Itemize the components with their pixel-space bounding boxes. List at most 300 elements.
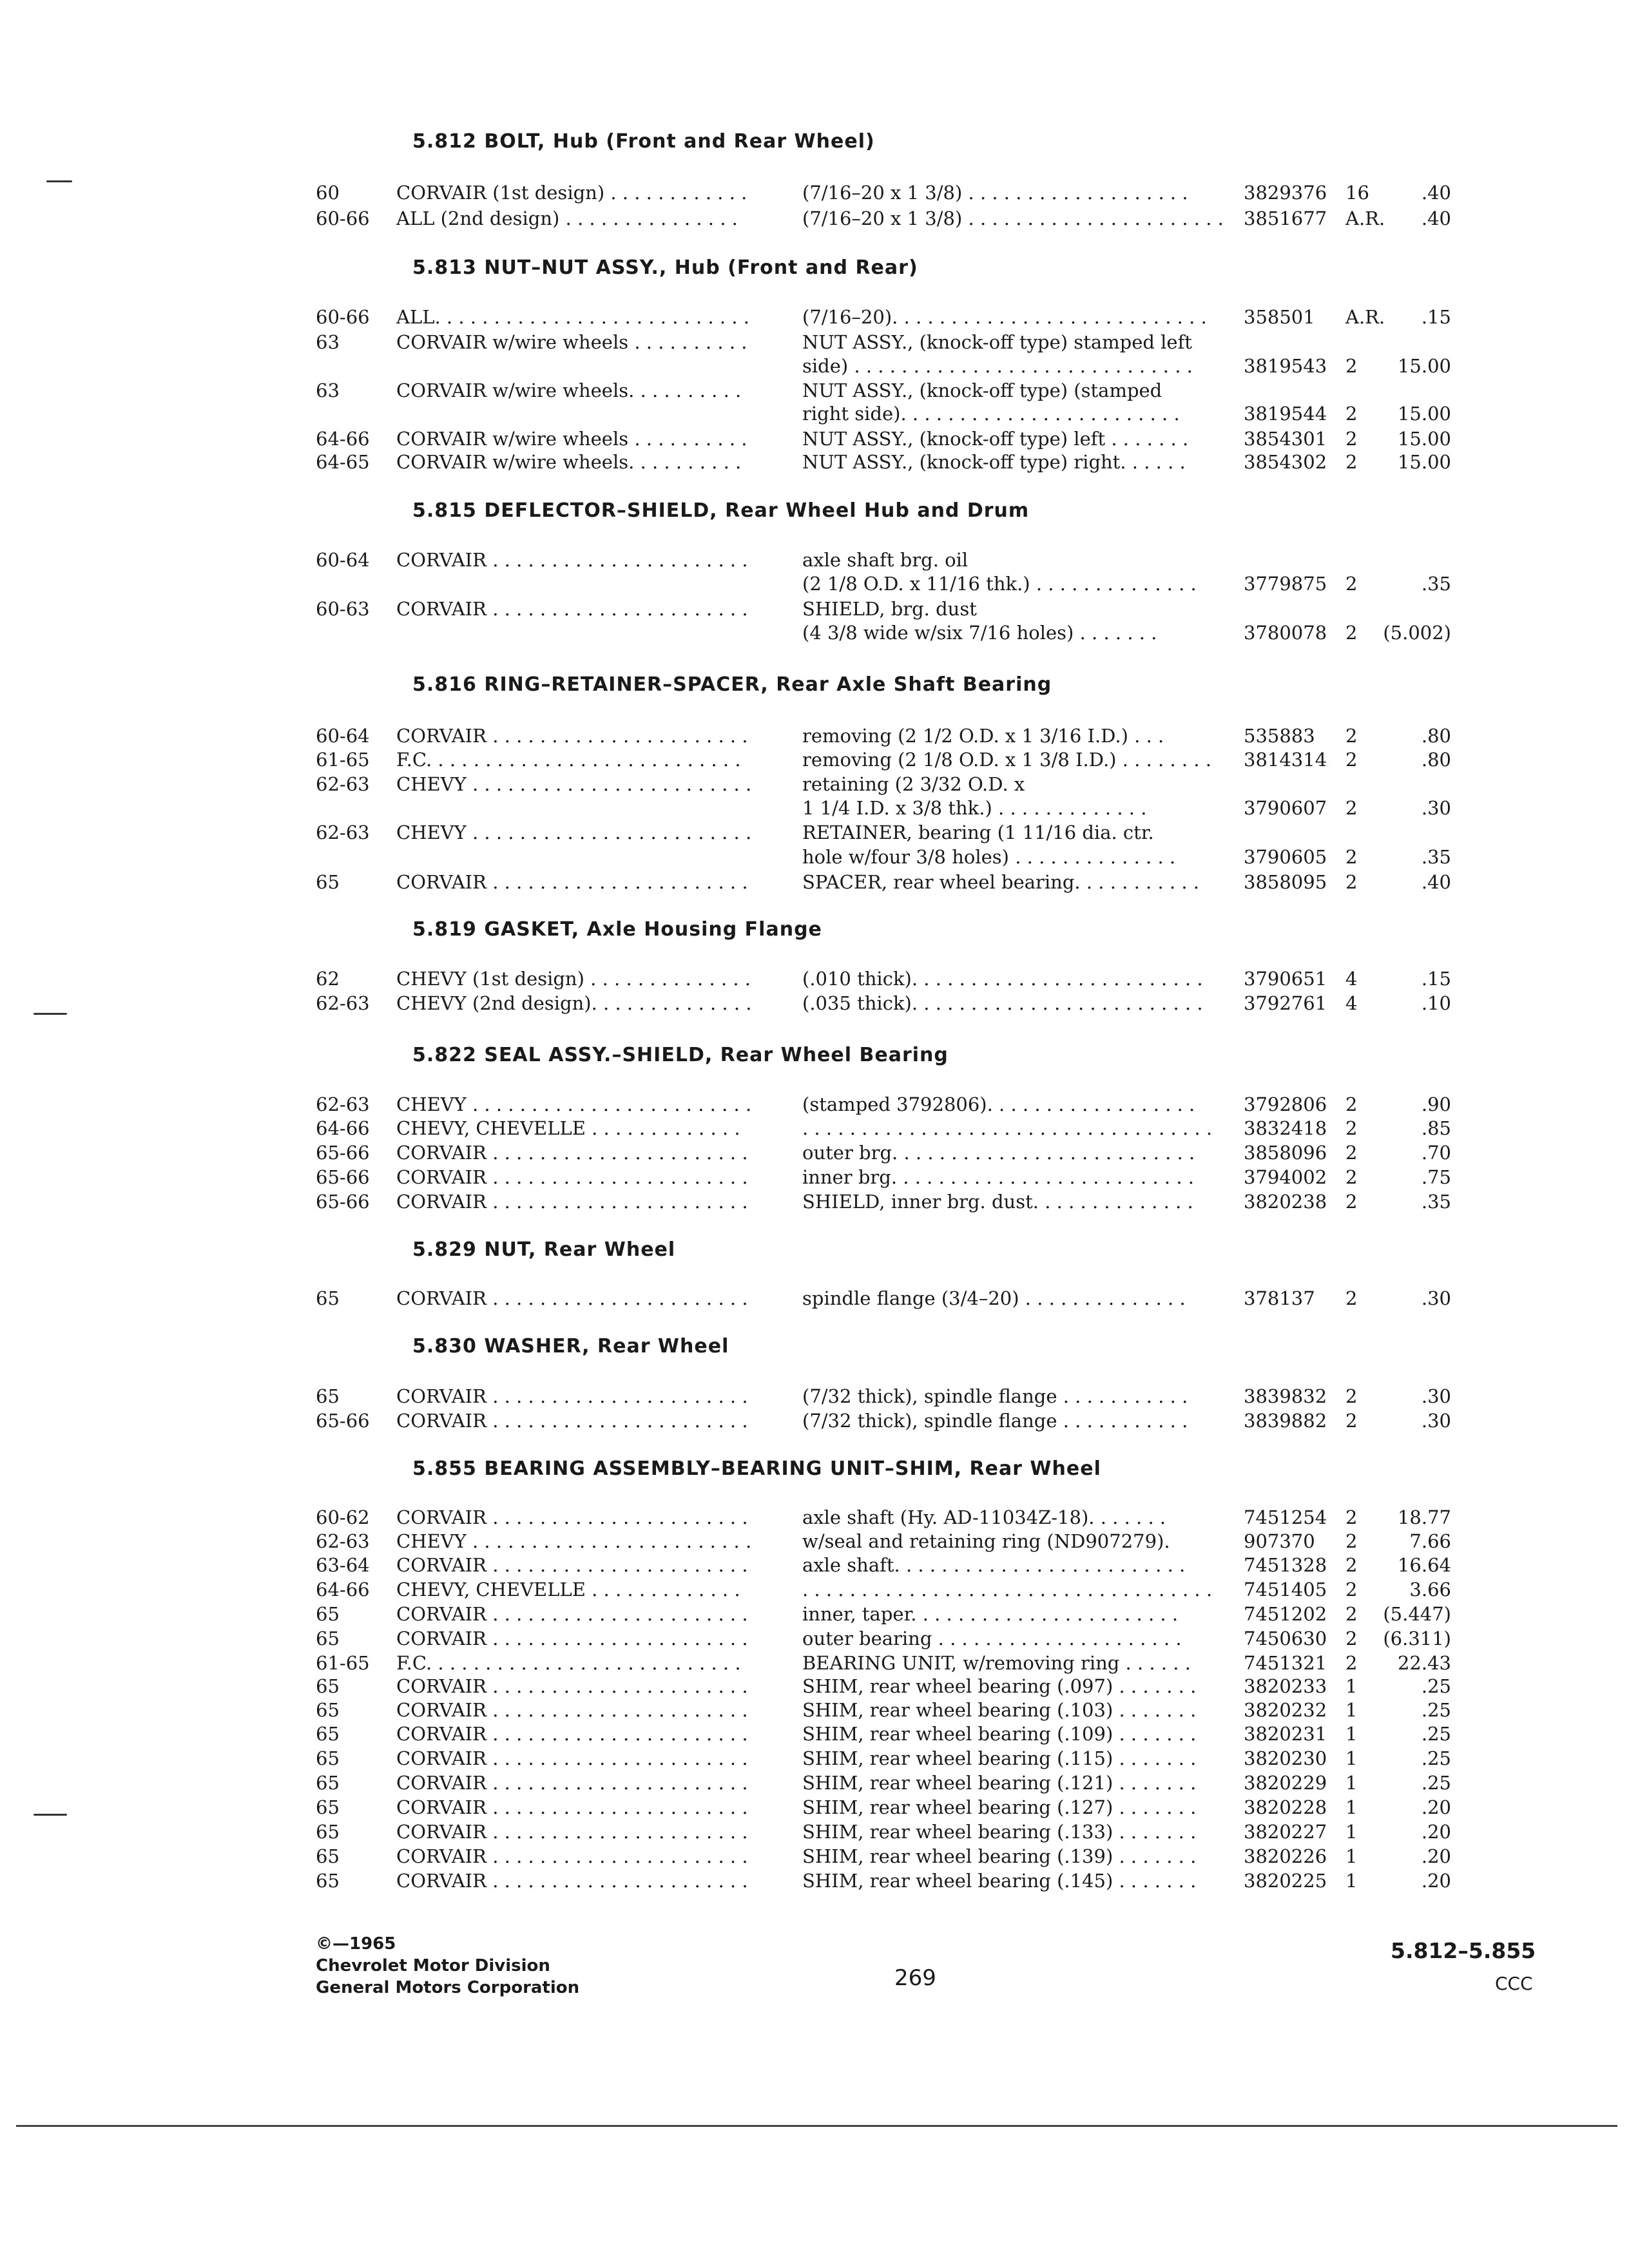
price-cell: .70 [1421, 1142, 1451, 1164]
price-cell: 15.00 [1397, 451, 1451, 473]
description-cell: SHIELD, inner brg. dust. . . . . . . . . . . . . . [802, 1191, 1193, 1213]
application-cell: CORVAIR . . . . . . . . . . . . . . . . . . . . . . [396, 1699, 748, 1721]
application-cell: ALL. . . . . . . . . . . . . . . . . . . . . . . . . . . [396, 306, 750, 328]
application-cell: CORVAIR . . . . . . . . . . . . . . . . . . . . . . [396, 1870, 748, 1892]
quantity-cell: 1 [1345, 1821, 1358, 1843]
price-cell: (5.002) [1383, 622, 1451, 644]
table-row [0, 968, 1629, 992]
year-cell: 62-63 [316, 822, 370, 843]
price-cell: .80 [1421, 749, 1451, 771]
year-cell: 60-66 [316, 207, 370, 229]
part-number-cell: 3854301 [1244, 428, 1327, 450]
application-cell: CORVAIR w/wire wheels . . . . . . . . . . [396, 331, 747, 353]
table-row [0, 1191, 1629, 1215]
price-cell: .80 [1421, 725, 1451, 747]
description-cell: NUT ASSY., (knock-off type) right. . . . . . [802, 451, 1186, 473]
application-cell: CHEVY, CHEVELLE . . . . . . . . . . . . . [396, 1117, 740, 1139]
part-number-cell: 3820227 [1244, 1821, 1327, 1843]
part-number-cell: 7451202 [1244, 1603, 1327, 1625]
part-number-cell: 3819544 [1244, 403, 1327, 425]
year-cell: 65 [316, 1287, 340, 1309]
description-cell: (stamped 3792806). . . . . . . . . . . . . . . . . . [802, 1093, 1195, 1115]
description-cell: (2 1/8 O.D. x 11/16 thk.) . . . . . . . . . . . . . . [802, 573, 1197, 595]
application-cell: CORVAIR . . . . . . . . . . . . . . . . . . . . . . [396, 1628, 748, 1649]
quantity-cell: 2 [1345, 1506, 1358, 1528]
section-heading: 5.813 NUT–NUT ASSY., Hub (Front and Rear) [412, 256, 918, 279]
table-row [0, 182, 1629, 206]
description-cell: right side). . . . . . . . . . . . . . . . . . . . . . . . [802, 403, 1180, 425]
application-cell: CORVAIR . . . . . . . . . . . . . . . . . . . . . . [396, 725, 748, 747]
quantity-cell: 1 [1345, 1747, 1358, 1769]
description-cell: SHIM, rear wheel bearing (.097) . . . . . . . [802, 1675, 1197, 1697]
price-cell: (6.311) [1383, 1628, 1451, 1649]
year-cell: 65 [316, 1747, 340, 1769]
price-cell: .90 [1421, 1093, 1451, 1115]
description-cell: (4 3/8 wide w/six 7/16 holes) . . . . . . . [802, 622, 1157, 644]
table-row [0, 749, 1629, 773]
part-number-cell: 535883 [1244, 725, 1315, 747]
description-cell: (7/16–20 x 1 3/8) . . . . . . . . . . . . . . . . . . . . . . [802, 207, 1224, 229]
quantity-cell: 2 [1345, 797, 1358, 819]
part-number-cell: 3792806 [1244, 1093, 1327, 1115]
application-cell: CORVAIR . . . . . . . . . . . . . . . . . . . . . . [396, 1191, 748, 1213]
description-cell: (.035 thick). . . . . . . . . . . . . . . . . . . . . . . . . [802, 992, 1203, 1014]
quantity-cell: 2 [1345, 403, 1358, 425]
table-row [0, 622, 1629, 646]
year-cell: 65-66 [316, 1142, 370, 1164]
part-number-cell: 3829376 [1244, 182, 1327, 204]
table-row [0, 1142, 1629, 1166]
table-row [0, 1821, 1629, 1845]
description-cell: (.010 thick). . . . . . . . . . . . . . . . . . . . . . . . . [802, 968, 1203, 990]
quantity-cell: 1 [1345, 1796, 1358, 1818]
description-cell: removing (2 1/2 O.D. x 1 3/16 I.D.) . . . [802, 725, 1164, 747]
year-cell: 65 [316, 1870, 340, 1892]
application-cell: CORVAIR w/wire wheels. . . . . . . . . . [396, 451, 742, 473]
table-row [0, 797, 1629, 822]
quantity-cell: 1 [1345, 1845, 1358, 1867]
quantity-cell: 2 [1345, 846, 1358, 868]
section-heading: 5.815 DEFLECTOR–SHIELD, Rear Wheel Hub and Drum [412, 499, 1030, 522]
description-cell: . . . . . . . . . . . . . . . . . . . . . . . . . . . . . . . . . . . [802, 1117, 1213, 1139]
application-cell: CORVAIR (1st design) . . . . . . . . . . . . [396, 182, 747, 204]
quantity-cell: 2 [1345, 355, 1358, 377]
description-cell: (7/32 thick), spindle flange . . . . . . . . . . . [802, 1410, 1188, 1432]
description-cell: SHIM, rear wheel bearing (.127) . . . . . . . [802, 1796, 1197, 1818]
price-cell: 15.00 [1397, 403, 1451, 425]
quantity-cell: 2 [1345, 1579, 1358, 1600]
year-cell: 62-63 [316, 1093, 370, 1115]
year-cell: 65 [316, 871, 340, 893]
application-cell: CORVAIR . . . . . . . . . . . . . . . . . . . . . . [396, 598, 748, 620]
part-number-cell: 3854302 [1244, 451, 1327, 473]
quantity-cell: 2 [1345, 1166, 1358, 1188]
table-row [0, 549, 1629, 573]
table-row [0, 1845, 1629, 1870]
year-cell: 64-66 [316, 1117, 370, 1139]
year-cell: 65 [316, 1385, 340, 1407]
application-cell: CHEVY . . . . . . . . . . . . . . . . . . . . . . . . [396, 1530, 752, 1552]
table-row [0, 1093, 1629, 1118]
section-range: 5.812–5.855 [1391, 1938, 1536, 1963]
description-cell: inner, taper. . . . . . . . . . . . . . . . . . . . . . . [802, 1603, 1179, 1625]
description-cell: outer brg. . . . . . . . . . . . . . . . . . . . . . . . . . [802, 1142, 1195, 1164]
price-cell: .35 [1421, 846, 1451, 868]
table-row [0, 992, 1629, 1017]
table-row [0, 1699, 1629, 1724]
price-cell: .20 [1421, 1796, 1451, 1818]
year-cell: 64-66 [316, 1579, 370, 1600]
price-cell: .15 [1421, 306, 1451, 328]
quantity-cell: 2 [1345, 573, 1358, 595]
application-cell: CORVAIR . . . . . . . . . . . . . . . . . . . . . . [396, 1747, 748, 1769]
section-heading: 5.830 WASHER, Rear Wheel [412, 1335, 729, 1358]
part-number-cell: 3820238 [1244, 1191, 1327, 1213]
part-number-cell: 378137 [1244, 1287, 1315, 1309]
application-cell: CORVAIR . . . . . . . . . . . . . . . . . . . . . . [396, 1554, 748, 1576]
quantity-cell: 4 [1345, 968, 1358, 990]
corporation-line: General Motors Corporation [316, 1978, 580, 1997]
application-cell: CHEVY (1st design) . . . . . . . . . . . . . . [396, 968, 751, 990]
year-cell: 60-62 [316, 1506, 370, 1528]
description-cell: NUT ASSY., (knock-off type) (stamped [802, 380, 1162, 401]
part-number-cell: 3820231 [1244, 1723, 1327, 1745]
description-cell: w/seal and retaining ring (ND907279). [802, 1530, 1170, 1552]
part-number-cell: 3780078 [1244, 622, 1327, 644]
part-number-cell: 3790605 [1244, 846, 1327, 868]
bottom-rule [16, 2125, 1617, 2127]
table-row [0, 1117, 1629, 1142]
table-row [0, 403, 1629, 427]
description-cell: spindle flange (3/4–20) . . . . . . . . . . . . . . [802, 1287, 1186, 1309]
application-cell: CHEVY, CHEVELLE . . . . . . . . . . . . . [396, 1579, 740, 1600]
year-cell: 62-63 [316, 992, 370, 1014]
year-cell: 60-66 [316, 306, 370, 328]
price-cell: .25 [1421, 1675, 1451, 1697]
quantity-cell: 2 [1345, 1652, 1358, 1674]
part-number-cell: 3851677 [1244, 207, 1327, 229]
table-row [0, 1287, 1629, 1312]
description-cell: BEARING UNIT, w/removing ring . . . . . . [802, 1652, 1191, 1674]
price-cell: .30 [1421, 1287, 1451, 1309]
quantity-cell: 2 [1345, 622, 1358, 644]
section-heading: 5.822 SEAL ASSY.–SHIELD, Rear Wheel Bearing [412, 1044, 949, 1066]
application-cell: CHEVY . . . . . . . . . . . . . . . . . . . . . . . . [396, 822, 752, 843]
table-row [0, 1385, 1629, 1410]
application-cell: F.C. . . . . . . . . . . . . . . . . . . . . . . . . . . [396, 1652, 741, 1674]
quantity-cell: 2 [1345, 1191, 1358, 1213]
price-cell: .25 [1421, 1772, 1451, 1794]
application-cell: CORVAIR w/wire wheels . . . . . . . . . . [396, 428, 747, 450]
quantity-cell: 2 [1345, 1385, 1358, 1407]
application-cell: CORVAIR . . . . . . . . . . . . . . . . . . . . . . [396, 1603, 748, 1625]
table-row [0, 598, 1629, 622]
quantity-cell: 2 [1345, 428, 1358, 450]
description-cell: (7/16–20). . . . . . . . . . . . . . . . . . . . . . . . . . . [802, 306, 1207, 328]
description-cell: SPACER, rear wheel bearing. . . . . . . . . . . [802, 871, 1199, 893]
application-cell: CHEVY . . . . . . . . . . . . . . . . . . . . . . . . [396, 773, 752, 795]
application-cell: CHEVY (2nd design). . . . . . . . . . . . . . [396, 992, 752, 1014]
year-cell: 63 [316, 331, 340, 353]
application-cell: ALL (2nd design) . . . . . . . . . . . . . . . [396, 207, 738, 229]
price-cell: 3.66 [1409, 1579, 1451, 1600]
price-cell: .35 [1421, 1191, 1451, 1213]
quantity-cell: 2 [1345, 1410, 1358, 1432]
application-cell: CORVAIR . . . . . . . . . . . . . . . . . . . . . . [396, 1821, 748, 1843]
description-cell: retaining (2 3/32 O.D. x [802, 773, 1025, 795]
table-row [0, 1554, 1629, 1579]
year-cell: 64-65 [316, 451, 370, 473]
part-number-cell: 7451321 [1244, 1652, 1327, 1674]
price-cell: 18.77 [1397, 1506, 1451, 1528]
table-row [0, 306, 1629, 331]
year-cell: 65-66 [316, 1410, 370, 1432]
description-cell: SHIM, rear wheel bearing (.115) . . . . . . . [802, 1747, 1197, 1769]
price-cell: .30 [1421, 797, 1451, 819]
part-number-cell: 7451405 [1244, 1579, 1327, 1600]
year-cell: 60-64 [316, 725, 370, 747]
description-cell: inner brg. . . . . . . . . . . . . . . . . . . . . . . . . . [802, 1166, 1194, 1188]
table-row [0, 355, 1629, 380]
part-number-cell: 3790607 [1244, 797, 1327, 819]
quantity-cell: 1 [1345, 1675, 1358, 1697]
application-cell: CORVAIR w/wire wheels. . . . . . . . . . [396, 380, 742, 401]
part-number-cell: 907370 [1244, 1530, 1315, 1552]
year-cell: 65 [316, 1772, 340, 1794]
table-row [0, 1603, 1629, 1628]
year-cell: 65 [316, 1675, 340, 1697]
description-cell: (7/32 thick), spindle flange . . . . . . . . . . . [802, 1385, 1188, 1407]
copyright-line: ©—1965 [316, 1934, 396, 1954]
quantity-cell: 2 [1345, 1554, 1358, 1576]
table-row [0, 380, 1629, 404]
year-cell: 60-63 [316, 598, 370, 620]
table-row [0, 1675, 1629, 1700]
year-cell: 62-63 [316, 773, 370, 795]
table-row [0, 846, 1629, 870]
table-row [0, 451, 1629, 476]
quantity-cell: 2 [1345, 1287, 1358, 1309]
price-cell: .40 [1421, 207, 1451, 229]
part-number-cell: 3820225 [1244, 1870, 1327, 1892]
price-cell: 7.66 [1409, 1530, 1451, 1552]
quantity-cell: 2 [1345, 1530, 1358, 1552]
application-cell: F.C. . . . . . . . . . . . . . . . . . . . . . . . . . . [396, 749, 741, 771]
section-heading: 5.816 RING–RETAINER–SPACER, Rear Axle Shaft Bearing [412, 673, 1052, 696]
year-cell: 62-63 [316, 1530, 370, 1552]
description-cell: . . . . . . . . . . . . . . . . . . . . . . . . . . . . . . . . . . . [802, 1579, 1213, 1600]
part-number-cell: 3792761 [1244, 992, 1327, 1014]
table-row [0, 822, 1629, 846]
part-number-cell: 3790651 [1244, 968, 1327, 990]
price-cell: 15.00 [1397, 428, 1451, 450]
year-cell: 64-66 [316, 428, 370, 450]
part-number-cell: 3819543 [1244, 355, 1327, 377]
application-cell: CORVAIR . . . . . . . . . . . . . . . . . . . . . . [396, 1166, 748, 1188]
part-number-cell: 3832418 [1244, 1117, 1327, 1139]
price-cell: .15 [1421, 968, 1451, 990]
part-number-cell: 3839832 [1244, 1385, 1327, 1407]
price-cell: .30 [1421, 1385, 1451, 1407]
quantity-cell: 2 [1345, 1142, 1358, 1164]
part-number-cell: 7451328 [1244, 1554, 1327, 1576]
application-cell: CORVAIR . . . . . . . . . . . . . . . . . . . . . . [396, 1385, 748, 1407]
quantity-cell: 1 [1345, 1870, 1358, 1892]
part-number-cell: 3820226 [1244, 1845, 1327, 1867]
part-number-cell: 7450630 [1244, 1628, 1327, 1649]
year-cell: 60 [316, 182, 340, 204]
description-cell: NUT ASSY., (knock-off type) left . . . . . . . [802, 428, 1189, 450]
year-cell: 65 [316, 1603, 340, 1625]
description-cell: SHIM, rear wheel bearing (.145) . . . . . . . [802, 1870, 1197, 1892]
price-cell: .20 [1421, 1845, 1451, 1867]
application-cell: CORVAIR . . . . . . . . . . . . . . . . . . . . . . [396, 549, 748, 571]
table-row [0, 1723, 1629, 1747]
description-cell: RETAINER, bearing (1 11/16 dia. ctr. [802, 822, 1154, 843]
table-row [0, 1772, 1629, 1796]
part-number-cell: 3814314 [1244, 749, 1327, 771]
description-cell: SHIELD, brg. dust [802, 598, 977, 620]
table-row [0, 1747, 1629, 1772]
quantity-cell: 2 [1345, 1628, 1358, 1649]
section-heading: 5.812 BOLT, Hub (Front and Rear Wheel) [412, 130, 875, 153]
price-cell: .20 [1421, 1821, 1451, 1843]
year-cell: 65-66 [316, 1191, 370, 1213]
quantity-cell: 1 [1345, 1699, 1358, 1721]
description-cell: hole w/four 3/8 holes) . . . . . . . . . . . . . . [802, 846, 1176, 868]
table-row [0, 1796, 1629, 1821]
price-cell: .25 [1421, 1723, 1451, 1745]
part-number-cell: 3839882 [1244, 1410, 1327, 1432]
description-cell: axle shaft (Hy. AD-11034Z-18). . . . . . . [802, 1506, 1166, 1528]
part-number-cell: 3794002 [1244, 1166, 1327, 1188]
quantity-cell: 1 [1345, 1723, 1358, 1745]
division-line: Chevrolet Motor Division [316, 1956, 550, 1975]
quantity-cell: A.R. [1345, 207, 1385, 229]
price-cell: (5.447) [1383, 1603, 1451, 1625]
price-cell: 16.64 [1397, 1554, 1451, 1576]
table-row [0, 1652, 1629, 1677]
description-cell: SHIM, rear wheel bearing (.109) . . . . . . . [802, 1723, 1197, 1745]
price-cell: .25 [1421, 1747, 1451, 1769]
table-row [0, 1628, 1629, 1652]
table-row [0, 1579, 1629, 1603]
part-number-cell: 3820232 [1244, 1699, 1327, 1721]
description-cell: axle shaft. . . . . . . . . . . . . . . . . . . . . . . . . [802, 1554, 1186, 1576]
table-row [0, 871, 1629, 896]
year-cell: 65-66 [316, 1166, 370, 1188]
part-number-cell: 7451254 [1244, 1506, 1327, 1528]
description-cell: SHIM, rear wheel bearing (.133) . . . . . . . [802, 1821, 1197, 1843]
part-number-cell: 3779875 [1244, 573, 1327, 595]
description-cell: NUT ASSY., (knock-off type) stamped left [802, 331, 1192, 353]
price-cell: .30 [1421, 1410, 1451, 1432]
table-row [0, 725, 1629, 749]
section-heading: 5.829 NUT, Rear Wheel [412, 1238, 676, 1261]
page-number: 269 [894, 1965, 936, 1991]
description-cell: side) . . . . . . . . . . . . . . . . . . . . . . . . . . . . . [802, 355, 1193, 377]
price-cell: .40 [1421, 871, 1451, 893]
quantity-cell: 2 [1345, 1603, 1358, 1625]
price-cell: .40 [1421, 182, 1451, 204]
year-cell: 65 [316, 1845, 340, 1867]
application-cell: CORVAIR . . . . . . . . . . . . . . . . . . . . . . [396, 1506, 748, 1528]
description-cell: 1 1/4 I.D. x 3/8 thk.) . . . . . . . . . . . . . [802, 797, 1147, 819]
quantity-cell: 2 [1345, 871, 1358, 893]
application-cell: CORVAIR . . . . . . . . . . . . . . . . . . . . . . [396, 871, 748, 893]
part-number-cell: 3820230 [1244, 1747, 1327, 1769]
application-cell: CORVAIR . . . . . . . . . . . . . . . . . . . . . . [396, 1675, 748, 1697]
year-cell: 65 [316, 1796, 340, 1818]
table-row [0, 1870, 1629, 1894]
price-cell: 15.00 [1397, 355, 1451, 377]
table-row [0, 773, 1629, 798]
year-cell: 65 [316, 1821, 340, 1843]
price-cell: .20 [1421, 1870, 1451, 1892]
quantity-cell: A.R. [1345, 306, 1385, 328]
price-cell: .10 [1421, 992, 1451, 1014]
quantity-cell: 2 [1345, 451, 1358, 473]
description-cell: (7/16–20 x 1 3/8) . . . . . . . . . . . . . . . . . . . [802, 182, 1188, 204]
table-row [0, 331, 1629, 356]
year-cell: 65 [316, 1699, 340, 1721]
quantity-cell: 4 [1345, 992, 1358, 1014]
table-row [0, 1410, 1629, 1434]
part-number-cell: 3858095 [1244, 871, 1327, 893]
year-cell: 60-64 [316, 549, 370, 571]
price-cell: 22.43 [1397, 1652, 1451, 1674]
year-cell: 63-64 [316, 1554, 370, 1576]
year-cell: 62 [316, 968, 340, 990]
table-row [0, 428, 1629, 452]
part-number-cell: 3820228 [1244, 1796, 1327, 1818]
application-cell: CORVAIR . . . . . . . . . . . . . . . . . . . . . . [396, 1723, 748, 1745]
year-cell: 65 [316, 1628, 340, 1649]
section-heading: 5.819 GASKET, Axle Housing Flange [412, 918, 822, 941]
description-cell: axle shaft brg. oil [802, 549, 969, 571]
part-number-cell: 3858096 [1244, 1142, 1327, 1164]
part-number-cell: 3820233 [1244, 1675, 1327, 1697]
quantity-cell: 2 [1345, 749, 1358, 771]
part-number-cell: 358501 [1244, 306, 1315, 328]
application-cell: CORVAIR . . . . . . . . . . . . . . . . . . . . . . [396, 1772, 748, 1794]
application-cell: CORVAIR . . . . . . . . . . . . . . . . . . . . . . [396, 1142, 748, 1164]
application-cell: CHEVY . . . . . . . . . . . . . . . . . . . . . . . . [396, 1093, 752, 1115]
year-cell: 63 [316, 380, 340, 401]
price-cell: .25 [1421, 1699, 1451, 1721]
quantity-cell: 2 [1345, 725, 1358, 747]
price-cell: .35 [1421, 573, 1451, 595]
quantity-cell: 1 [1345, 1772, 1358, 1794]
year-cell: 65 [316, 1723, 340, 1745]
quantity-cell: 16 [1345, 182, 1369, 204]
application-cell: CORVAIR . . . . . . . . . . . . . . . . . . . . . . [396, 1287, 748, 1309]
table-row [0, 1506, 1629, 1531]
table-row [0, 1530, 1629, 1555]
year-cell: 61-65 [316, 749, 370, 771]
price-cell: .85 [1421, 1117, 1451, 1139]
application-cell: CORVAIR . . . . . . . . . . . . . . . . . . . . . . [396, 1796, 748, 1818]
quantity-cell: 2 [1345, 1117, 1358, 1139]
year-cell: 61-65 [316, 1652, 370, 1674]
description-cell: removing (2 1/8 O.D. x 1 3/8 I.D.) . . . . . . . . [802, 749, 1211, 771]
table-row [0, 1166, 1629, 1191]
description-cell: outer bearing . . . . . . . . . . . . . . . . . . . . . [802, 1628, 1182, 1649]
catalog-code: CCC [1495, 1973, 1533, 1994]
description-cell: SHIM, rear wheel bearing (.139) . . . . . . . [802, 1845, 1197, 1867]
section-heading: 5.855 BEARING ASSEMBLY–BEARING UNIT–SHIM, Rear Wheel [412, 1457, 1101, 1480]
application-cell: CORVAIR . . . . . . . . . . . . . . . . . . . . . . [396, 1845, 748, 1867]
